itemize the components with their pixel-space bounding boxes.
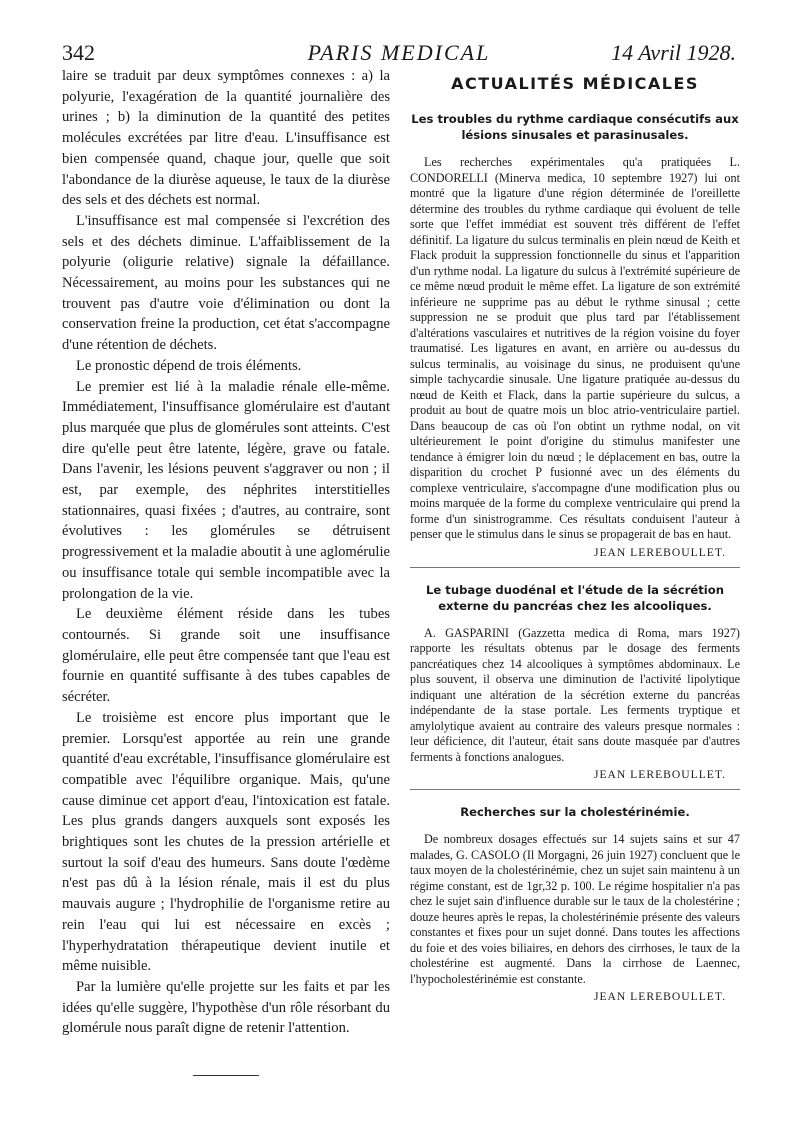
issue-date: 14 Avril 1928. [611,40,736,65]
article-title: Recherches sur la cholestérinémie. [460,805,690,819]
right-column [410,70,740,1003]
body-paragraph: Le pronostic dépend de trois éléments. [76,357,302,374]
left-column [62,66,390,1076]
body-paragraph: L'insuffisance est mal compensée si l'excrétion des sels et des déchets diminue. L'affaiblissement de la polyurie (oligurie relative) signale la défaillance. Nécessairement, au moins pour les substances qui ne trouvent pas d'autre voie d'élimination ou dont la conservation freine la production, cet état s'accompagne d'une rétention de déchets. [62,212,390,354]
article-title: Le tubage duodénal et l'étude de la sécrétion externe du pancréas chez les alcooliques. [426,582,724,613]
article-separator [410,789,740,790]
article-cholesterol [410,804,740,1003]
article-rhythm [410,111,740,559]
body-paragraph: Par la lumière qu'elle projette sur les faits et par les idées qu'elle suggère, l'hypothèse d'un rôle résorbant du glomérule nous paraît digne de retenir l'attention. [62,978,390,1037]
article-author: JEAN LEREBOULLET. [593,768,726,781]
body-paragraph: laire se traduit par deux symptômes connexes : a) la polyurie, l'exagération de la quantité journalière des urines ; b) la diminution de la quantité des petites molécules excrétées par litre d'eau. L'insuffisance est bien compensée quand, chaque jour, quelle que soit l'abondance de la diurèse aqueuse, le taux de la diurèse des sels et des déchets est normal. [62,68,390,209]
article-author: JEAN LEREBOULLET. [593,545,726,559]
body-paragraph: Le premier est lié à la maladie rénale elle-même. Immédiatement, l'insuffisance glomérulaire est d'autant plus marquée que plus de glomérules sont atteints. C'est dire qu'elle peut être latente, légère, grave ou fatale. Dans l'avenir, les lésions peuvent s'aggraver ou non ; il est, par exemple, des néphrites interstitielles stationnaires, quasi fixées ; d'autres, au contraire, sont évolutives : les glomérules se détruisent progressivement et la maladie aboutit à une aglomérulie ou insuffisance totale qui semble incompatible avec la prolongation de la vie. [62,378,390,602]
article-title: Les troubles du rythme cardiaque consécutifs aux lésions sinusales et parasinusales. [411,112,739,142]
article-author: JEAN LEREBOULLET. [593,990,726,1003]
article-body: Les recherches expérimentales qu'a pratiquées L. CONDORELLI (Minerva medica, 10 septembre 1927) lui ont montré que la ligature d'une région déterminée de l'oreillette détermine des troubles du rythme cardiaque qui évoluent de telle sorte que l'effet immédiat est souvent très différent de l'effet définitif. La ligature du sulcus terminalis en plein nœud de Keith et Flack produit la suppression fonctionnelle du sinus et l'apparition d'un rythme nodal. La ligature du sulcus à l'extrémité supérieure de ce même nœud produit le même effet. La ligature de son extrémité inférieure ne supprime pas au début le rythme sinusal ; cette suppression ne se produit que plus tard par l'établissement d'altérations vasculaires et nutritives de la région voisine du foyer traumatisé. Les ligatures en avant, en arrière ou au-dessus du sulcus terminalis, au voisinage du sinus, ne produisent qu'une simple tachycardie sinusale. Une ligature pratiquée au-dessus du nœud de Keith et Flack, dans la partie supérieure du sulcus, a produit au bout de quatre mois un bloc atrio-ventriculaire partiel. Dans beaucoup de cas où l'on obtint un rythme nodal, on vit ultérieurement le point d'origine du stimulus manifester une tendance à émigrer loin du nœud ; le déplacement en bas, outre la disparition du crochet P fusionné avec un des éléments du complexe ventriculaire, s'accompagne d'une modification plus ou moins marquée de la forme du complexe ventriculaire qui prend la forme d'un sinistrogramme. Ces résultats conduisent l'auteur à penser que le stimulus dans le sinus se propagerait de bas en haut. [410,155,740,541]
body-paragraph: Le deuxième élément réside dans les tubes contournés. Si grande soit une insuffisance glomérulaire, elle peut être compensée tant que l'eau est fournie en quantité suffisante à des tubes capables de sécréter. [62,606,390,706]
section-rubric: ACTUALITÉS MÉDICALES [451,74,699,93]
article-separator [410,567,740,568]
article-duodenal [410,582,740,782]
journal-title: PARIS MEDICAL [307,40,491,65]
article-body: A. GASPARINI (Gazzetta medica di Roma, mars 1927) rapporte les résultats obtenus par le dosage des ferments pancréatiques chez 14 alcooliques à symptômes abdominaux. Le plus souvent, il observa une diminution de l'activité lipolytique indiquant une altération de la sécrétion externe du pancréas indépendante de la stase portale. Les ferments tryptique et amylolytique avaient au contraire des valeurs presque normales : leur déficience, dit l'auteur, était sans doute masquée par d'autres ferments à fonctions analogues. [410,625,740,764]
article-body: De nombreux dosages effectués sur 14 sujets sains et sur 47 malades, G. CASOLO (Il Morgagni, 26 juin 1927) concluent que le taux moyen de la cholestérinémie, chez un sujet sain maintenu à un régime constant, est de 1gr,32 p. 100. Le régime hospitalier n'a pas chez le sujet sain d'influence durable sur le taux de la cholestérine ; douze heures après le repas, la cholestérinémie présente des valeurs constantes et fixes pour un sujet donné. Dans toutes les affections du foie et des voies biliaires, en dehors des cirrhoses, le taux de la cholestérine est augmenté. Dans la cirrhose de Laennec, l'hypocholestérinémie est constante. [410,832,740,986]
end-rule [193,1075,259,1076]
page-number: 342 [62,40,95,65]
body-paragraph: Le troisième est encore plus important que le premier. Lorsqu'est apportée au rein une grande quantité d'eau excrétable, l'insuffisance glomérulaire est compatible avec l'équilibre organique. Mais, qu'une cause diminue cet apport d'eau, l'intoxication est fatale. Les plus grands dangers auxquels sont exposés les brightiques sont les chutes de la pression artérielle et surtout la soif d'eau des humeurs. Sans doute l'œdème n'est pas dû à la lésion rénale, mais il est du plus mauvais augure ; l'hydrophilie de l'organisme retire au rein l'eau qui lui est nécessaire en excès ; l'hyperhydratation thérapeutique devient inutile et même nuisible. [62,709,390,975]
